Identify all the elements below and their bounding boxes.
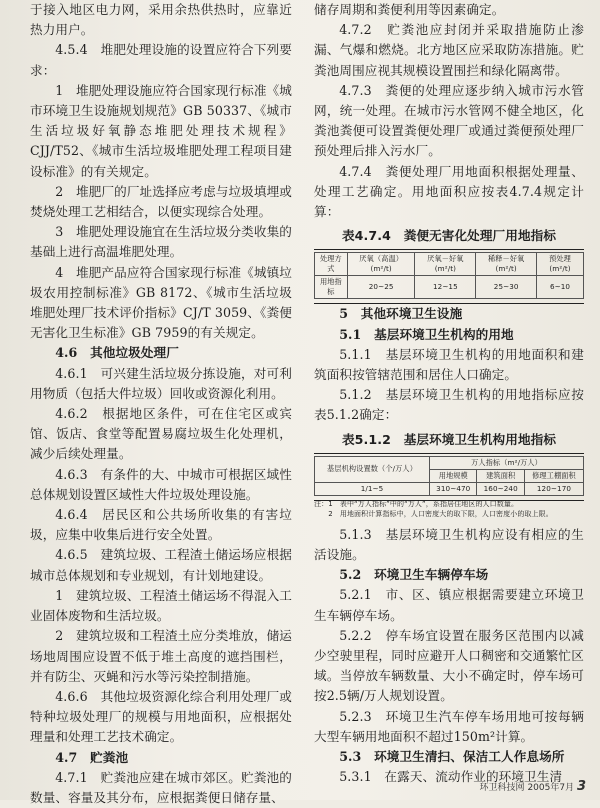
table-header-cell: 预处理(m²/t) — [537, 253, 584, 276]
table-header-cell: 厌氧－好氧(m²/t) — [415, 253, 476, 276]
table-cell: 310~470 — [430, 482, 477, 495]
table-header-cell: 厌氧（高温）(m²/t) — [347, 253, 415, 276]
table-5-1-2 — [314, 453, 584, 501]
table-header-cell: 处理方式 — [315, 253, 348, 276]
clause-5-2-1: 5.2.1 市、区、镇应根据需要建立环境卫生车辆停车场。 — [314, 587, 584, 623]
table-header-cell: 修理工棚面积 — [524, 469, 583, 482]
table-header-row — [315, 253, 584, 276]
table-header-cell: 稀释－好氧(m²/t) — [476, 253, 537, 276]
table-header-cell: 万人指标（m²/万人） — [430, 456, 584, 469]
table-4-7-4 — [314, 249, 584, 304]
clause-5-1-3: 5.1.3 基层环境卫生机构应设有相应的生活设施。 — [314, 526, 584, 563]
page-footer — [480, 779, 586, 794]
section-5-1-heading: 5.1 基层环境卫生机构的用地 — [339, 326, 514, 342]
table-note — [314, 499, 584, 519]
table-cell: 25~30 — [476, 276, 537, 299]
section-5-3-heading: 5.3 环境卫生清扫、保洁工人作息场所 — [339, 749, 565, 765]
clause-4-6-4: 4.6.4 居民区和公共场所收集的有害垃圾，应集中收集后进行安全处置。 — [30, 507, 292, 543]
table-cell: 用地指标 — [315, 276, 348, 299]
item-3: 3 堆肥处理设施宜在生活垃圾分类收集的基础上进行高温堆肥处理。 — [30, 224, 292, 260]
page-number: 3 — [576, 779, 586, 794]
chapter-5-heading: 5 其他环境卫生设施 — [339, 306, 463, 322]
clause-4-6-5: 4.6.5 建筑垃圾、工程渣土储运场应根据城市总体规划和专业规划，有计划地建设。 — [30, 547, 292, 583]
table-cell: 1/1~5 — [315, 482, 430, 495]
clause-4-6-2: 4.6.2 根据地区条件，可在住宅区或宾馆、饭店、食堂等配置易腐垃圾生化处理机，减少后续处理量。 — [30, 406, 292, 462]
clause-5-3-1: 5.3.1 在露天、流动作业的环境卫生清 — [339, 769, 563, 785]
table-cell: 6~10 — [537, 276, 584, 299]
table-5-1-2-title: 表5.1.2 基层环境卫生机构用地指标 — [341, 431, 557, 447]
item-2: 2 堆肥厂的厂址选择应考虑与垃圾填埋或焚烧处理工艺相结合，以便实现综合处理。 — [30, 183, 292, 220]
table-header-cell: 建筑面积 — [477, 469, 524, 482]
paragraph: 储存周期和粪便利用等因素确定。 — [314, 2, 505, 17]
table-note-line: 注：1 表中“万人指标”中的“万人”，系指居住地区的人口数量。 — [314, 499, 519, 508]
clause-4-7-1: 4.7.1 贮粪池应建在城市郊区。贮粪池的数量、容量及其分布，应根据粪便日储存量、 — [30, 769, 292, 805]
table-header-cell: 基层机构设置数（个/万人） — [315, 456, 430, 482]
item-4: 4 堆肥产品应符合国家现行标准《城镇垃圾农用控制标准》GB 8172、《城市生活垃圾堆肥处理厂技术评价指标》CJ/T 3059、《粪便无害化卫生标准》GB 7959的有关规定。 — [30, 264, 292, 341]
section-4-7-heading: 4.7 贮粪池 — [55, 749, 129, 765]
table-cell: 160~240 — [477, 482, 524, 495]
clause-5-1-1: 5.1.1 基层环境卫生机构的用地面积和建筑面积按管辖范围和居住人口确定。 — [314, 346, 584, 383]
clause-5-2-2: 5.2.2 停车场宜设置在服务区范围内以减少空驶里程，同时应避开人口稠密和交通繁忙区域。当停放车辆数量、大小不确定时，停车场可按2.5辆/万人规划设置。 — [314, 627, 584, 704]
clause-4-7-2: 4.7.2 贮粪池应封闭并采取措施防止渗漏、气爆和燃烧。北方地区应采取防冻措施。贮粪池周围应视其规模设置围拦和绿化隔离带。 — [314, 22, 584, 78]
clause-4-6-3: 4.6.3 有条件的大、中城市可根据区域性总体规划设置区域性大件垃圾处理设施。 — [30, 466, 292, 502]
item-1: 1 建筑垃圾、工程渣土储运场不得混入工业固体废物和生活垃圾。 — [30, 587, 292, 624]
table-note-line: 2 用地面积计算指标中，人口密度大的取下限，人口密度小的取上限。 — [314, 509, 553, 518]
table-cell: 12~15 — [415, 276, 476, 299]
issue-date: 2005年7月 — [527, 783, 575, 793]
table-header-row — [315, 456, 584, 469]
table-cell: 20~25 — [347, 276, 415, 299]
clause-4-6-1: 4.6.1 可兴建生活垃圾分拣设施，对可利用物质（包括大件垃圾）回收或资源化利用。 — [30, 365, 292, 401]
section-4-6-heading: 4.6 其他垃圾处理厂 — [55, 345, 179, 361]
left-column — [30, 0, 292, 808]
table-header-cell: 用地规模 — [430, 469, 477, 482]
clause-5-1-2: 5.1.2 基层环境卫生机构的用地指标应按表5.1.2确定： — [314, 387, 584, 423]
paragraph: 于接入地区电力网，采用余热供热时，应靠近热力用户。 — [30, 2, 292, 38]
section-5-2-heading: 5.2 环境卫生车辆停车场 — [339, 567, 489, 583]
clause-5-2-3: 5.2.3 环境卫生汽车停车场用地可按每辆大型车辆用地面积不超过150m²计算。 — [314, 708, 584, 744]
clause-4-5-4: 4.5.4 堆肥处理设施的设置应符合下列要求： — [30, 42, 292, 78]
item-1: 1 堆肥处理设施应符合国家现行标准《城市环境卫生设施规划规范》GB 50337、《城市生活垃圾好氧静态堆肥处理技术规程》CJJ/T52、《城市生活垃圾堆肥处理工程项目建设标准》的有关规定。 — [30, 82, 292, 179]
table-4-7-4-title: 表4.7.4 粪便无害化处理厂用地指标 — [341, 228, 557, 244]
table-row — [315, 482, 584, 495]
clause-4-6-6: 4.6.6 其他垃圾资源化综合利用处理厂或特种垃圾处理厂的规模与用地面积，应根据处理量和处理工艺技术确定。 — [30, 688, 292, 745]
table-cell: 120~170 — [524, 482, 583, 495]
clause-4-7-3: 4.7.3 粪便的处理应逐步纳入城市污水管网，统一处理。在城市污水管网不健全地区，化粪池粪便可设置粪便处理厂或通过粪便预处理厂预处理后排入污水厂。 — [314, 82, 584, 159]
clause-4-7-4: 4.7.4 粪便处理厂用地面积根据处理量、处理工艺确定。用地面积应按表4.7.4规定计算： — [314, 163, 584, 220]
right-column — [314, 0, 584, 788]
table-row — [315, 276, 584, 299]
item-2: 2 建筑垃圾和工程渣土应分类堆放，储运场地周围应设置不低于堆土高度的遮挡围栏，并有防尘、灭蝇和污水等污染控制措施。 — [30, 628, 292, 684]
journal-name: 环卫科技网 — [479, 783, 525, 793]
